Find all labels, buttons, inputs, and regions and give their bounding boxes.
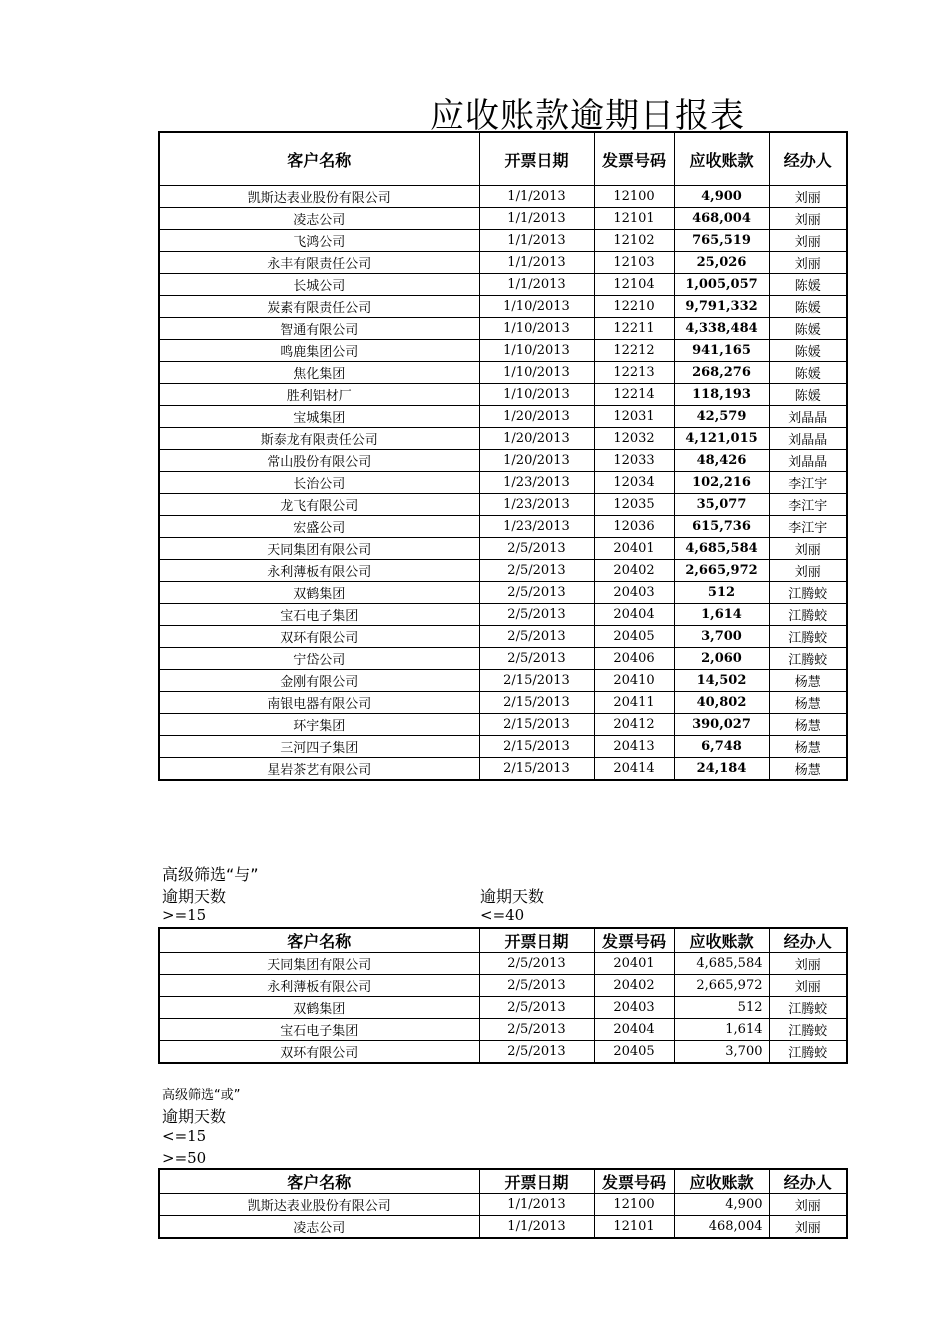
cell-customer[interactable]: 三河四子集团 [159,736,479,758]
cell-amount[interactable]: 9,791,332 [674,296,769,318]
table-row[interactable] [159,362,847,384]
cell-invoice[interactable]: 12103 [594,252,674,274]
cell-invoice[interactable]: 12033 [594,450,674,472]
cell-manager[interactable]: 江腾蛟 [769,648,847,670]
filter-or-criteria-field[interactable]: 逾期天数 [162,1107,227,1126]
header-amount[interactable]: 应收账款 [674,132,769,186]
cell-invoice[interactable]: 20405 [594,1041,674,1064]
cell-amount[interactable]: 3,700 [674,626,769,648]
cell-customer[interactable]: 星岩茶艺有限公司 [159,758,479,781]
cell-invoice[interactable]: 12102 [594,230,674,252]
cell-manager[interactable]: 李江宇 [769,494,847,516]
cell-manager[interactable]: 江腾蛟 [769,1019,847,1041]
cell-manager[interactable]: 刘丽 [769,975,847,997]
table-row[interactable] [159,758,847,781]
cell-manager[interactable]: 刘丽 [769,208,847,230]
cell-date[interactable]: 1/10/2013 [479,340,594,362]
cell-customer[interactable]: 双环有限公司 [159,1041,479,1064]
cell-amount[interactable]: 615,736 [674,516,769,538]
cell-customer[interactable]: 胜利铝材厂 [159,384,479,406]
cell-invoice[interactable]: 12035 [594,494,674,516]
cell-manager[interactable]: 杨慧 [769,670,847,692]
cell-manager[interactable]: 刘晶晶 [769,450,847,472]
filter-or-result-table [158,1168,848,1239]
cell-date[interactable]: 1/10/2013 [479,296,594,318]
cell-customer[interactable]: 凯斯达表业股份有限公司 [159,1194,479,1216]
cell-date[interactable]: 1/20/2013 [479,428,594,450]
cell-date[interactable]: 1/23/2013 [479,516,594,538]
cell-invoice[interactable]: 20411 [594,692,674,714]
cell-amount[interactable]: 4,900 [674,1194,769,1216]
cell-invoice[interactable]: 12100 [594,1194,674,1216]
header-customer[interactable]: 客户名称 [159,132,479,186]
cell-customer[interactable]: 天同集团有限公司 [159,538,479,560]
header-date[interactable]: 开票日期 [479,1169,594,1194]
cell-amount[interactable]: 765,519 [674,230,769,252]
cell-manager[interactable]: 李江宇 [769,472,847,494]
cell-date[interactable]: 1/1/2013 [479,208,594,230]
table-row[interactable] [159,736,847,758]
table-row[interactable] [159,406,847,428]
cell-customer[interactable]: 环宇集团 [159,714,479,736]
table-row[interactable] [159,186,847,208]
cell-amount[interactable]: 390,027 [674,714,769,736]
table-row[interactable] [159,626,847,648]
filter-and-label: 高级筛选“与” [162,865,259,884]
table-row[interactable] [159,692,847,714]
cell-invoice[interactable]: 20412 [594,714,674,736]
header-invoice[interactable]: 发票号码 [594,928,674,953]
header-amount[interactable]: 应收账款 [674,1169,769,1194]
cell-amount[interactable]: 35,077 [674,494,769,516]
header-date[interactable]: 开票日期 [479,132,594,186]
cell-date[interactable]: 1/1/2013 [479,1194,594,1216]
table-row[interactable] [159,538,847,560]
table-row[interactable] [159,450,847,472]
cell-amount[interactable]: 512 [674,582,769,604]
cell-date[interactable]: 2/15/2013 [479,736,594,758]
table-row[interactable] [159,953,847,975]
cell-invoice[interactable]: 20402 [594,975,674,997]
cell-customer[interactable]: 宁岱公司 [159,648,479,670]
cell-amount[interactable]: 102,216 [674,472,769,494]
cell-amount[interactable]: 24,184 [674,758,769,781]
cell-date[interactable]: 2/5/2013 [479,538,594,560]
filter-and-criteria2-value[interactable]: <=40 [480,906,525,924]
cell-invoice[interactable]: 12034 [594,472,674,494]
cell-date[interactable]: 1/1/2013 [479,230,594,252]
cell-date[interactable]: 2/5/2013 [479,997,594,1019]
table-row[interactable] [159,975,847,997]
filter-or-table-body [159,1194,847,1239]
cell-customer[interactable]: 智通有限公司 [159,318,479,340]
table-row[interactable] [159,230,847,252]
cell-amount[interactable]: 268,276 [674,362,769,384]
cell-date[interactable]: 1/10/2013 [479,318,594,340]
header-manager[interactable]: 经办人 [769,928,847,953]
cell-manager[interactable]: 江腾蛟 [769,1041,847,1064]
cell-customer[interactable]: 炭素有限责任公司 [159,296,479,318]
cell-customer[interactable]: 双鹤集团 [159,997,479,1019]
cell-date[interactable]: 2/15/2013 [479,758,594,781]
cell-manager[interactable]: 陈媛 [769,362,847,384]
cell-date[interactable]: 2/5/2013 [479,648,594,670]
header-date[interactable]: 开票日期 [479,928,594,953]
cell-invoice[interactable]: 20403 [594,582,674,604]
cell-manager[interactable]: 杨慧 [769,714,847,736]
cell-manager[interactable]: 杨慧 [769,692,847,714]
cell-date[interactable]: 2/5/2013 [479,1019,594,1041]
cell-invoice[interactable]: 20406 [594,648,674,670]
cell-date[interactable]: 1/23/2013 [479,472,594,494]
cell-invoice[interactable]: 12032 [594,428,674,450]
cell-manager[interactable]: 江腾蛟 [769,582,847,604]
table-row[interactable] [159,208,847,230]
cell-customer[interactable]: 永利薄板有限公司 [159,560,479,582]
cell-amount[interactable]: 2,665,972 [674,975,769,997]
cell-invoice[interactable]: 12212 [594,340,674,362]
cell-manager[interactable]: 江腾蛟 [769,997,847,1019]
cell-manager[interactable]: 刘晶晶 [769,428,847,450]
cell-date[interactable]: 2/15/2013 [479,714,594,736]
cell-amount[interactable]: 6,748 [674,736,769,758]
cell-amount[interactable]: 42,579 [674,406,769,428]
header-invoice[interactable]: 发票号码 [594,132,674,186]
cell-customer[interactable]: 双鹤集团 [159,582,479,604]
filter-and-criteria1-field[interactable]: 逾期天数 [162,887,227,906]
cell-invoice[interactable]: 20410 [594,670,674,692]
filter-or-label: 高级筛选“或” [162,1088,241,1103]
cell-manager[interactable]: 江腾蛟 [769,604,847,626]
cell-manager[interactable]: 陈媛 [769,296,847,318]
cell-date[interactable]: 2/15/2013 [479,692,594,714]
cell-amount[interactable]: 1,614 [674,604,769,626]
cell-manager[interactable]: 杨慧 [769,758,847,781]
cell-date[interactable]: 1/1/2013 [479,186,594,208]
cell-customer[interactable]: 凌志公司 [159,208,479,230]
cell-customer[interactable]: 宝城集团 [159,406,479,428]
cell-customer[interactable]: 宝石电子集团 [159,604,479,626]
cell-date[interactable]: 2/15/2013 [479,670,594,692]
header-row [159,132,847,186]
cell-customer[interactable]: 斯泰龙有限责任公司 [159,428,479,450]
cell-manager[interactable]: 刘丽 [769,1216,847,1239]
table-row[interactable] [159,1216,847,1239]
table-row[interactable] [159,560,847,582]
cell-invoice[interactable]: 12101 [594,208,674,230]
cell-amount[interactable]: 40,802 [674,692,769,714]
cell-manager[interactable]: 刘丽 [769,1194,847,1216]
cell-manager[interactable]: 刘丽 [769,538,847,560]
table-row[interactable] [159,1041,847,1064]
cell-customer[interactable]: 宏盛公司 [159,516,479,538]
cell-invoice[interactable]: 12104 [594,274,674,296]
cell-date[interactable]: 1/23/2013 [479,494,594,516]
header-row [159,1169,847,1194]
header-row [159,928,847,953]
cell-date[interactable]: 2/5/2013 [479,626,594,648]
cell-date[interactable]: 1/10/2013 [479,384,594,406]
cell-amount[interactable]: 48,426 [674,450,769,472]
cell-manager[interactable]: 刘丽 [769,186,847,208]
cell-customer[interactable]: 永利薄板有限公司 [159,975,479,997]
filter-or-criteria-value2[interactable]: >=50 [162,1149,207,1167]
table-row[interactable] [159,252,847,274]
cell-date[interactable]: 2/5/2013 [479,1041,594,1064]
cell-amount[interactable]: 468,004 [674,208,769,230]
cell-manager[interactable]: 刘丽 [769,252,847,274]
cell-invoice[interactable]: 20402 [594,560,674,582]
cell-invoice[interactable]: 12101 [594,1216,674,1239]
table-row[interactable] [159,516,847,538]
filter-and-table-body [159,953,847,1064]
cell-invoice[interactable]: 12036 [594,516,674,538]
cell-date[interactable]: 1/1/2013 [479,1216,594,1239]
cell-amount[interactable]: 3,700 [674,1041,769,1064]
header-manager[interactable]: 经办人 [769,1169,847,1194]
cell-amount[interactable]: 2,665,972 [674,560,769,582]
cell-date[interactable]: 1/10/2013 [479,362,594,384]
table-row[interactable] [159,648,847,670]
cell-manager[interactable]: 江腾蛟 [769,626,847,648]
table-row[interactable] [159,582,847,604]
table-row[interactable] [159,428,847,450]
table-row[interactable] [159,1019,847,1041]
cell-invoice[interactable]: 12214 [594,384,674,406]
table-row[interactable] [159,340,847,362]
cell-amount[interactable]: 4,338,484 [674,318,769,340]
cell-invoice[interactable]: 12211 [594,318,674,340]
cell-customer[interactable]: 双环有限公司 [159,626,479,648]
cell-date[interactable]: 2/5/2013 [479,582,594,604]
filter-and-criteria1-value[interactable]: >=15 [162,906,207,924]
header-invoice[interactable]: 发票号码 [594,1169,674,1194]
cell-customer[interactable]: 长城公司 [159,274,479,296]
cell-customer[interactable]: 长治公司 [159,472,479,494]
table-row[interactable] [159,296,847,318]
cell-amount[interactable]: 512 [674,997,769,1019]
header-customer[interactable]: 客户名称 [159,1169,479,1194]
cell-amount[interactable]: 118,193 [674,384,769,406]
cell-customer[interactable]: 飞鸿公司 [159,230,479,252]
cell-amount[interactable]: 2,060 [674,648,769,670]
cell-amount[interactable]: 1,005,057 [674,274,769,296]
cell-customer[interactable]: 龙飞有限公司 [159,494,479,516]
main-receivables-table [158,131,848,781]
cell-customer[interactable]: 凌志公司 [159,1216,479,1239]
header-customer[interactable]: 客户名称 [159,928,479,953]
cell-manager[interactable]: 陈媛 [769,318,847,340]
cell-manager[interactable]: 刘丽 [769,230,847,252]
cell-manager[interactable]: 刘丽 [769,953,847,975]
cell-invoice[interactable]: 12100 [594,186,674,208]
cell-amount[interactable]: 14,502 [674,670,769,692]
cell-date[interactable]: 1/1/2013 [479,274,594,296]
filter-and-result-table [158,927,848,1064]
cell-amount[interactable]: 468,004 [674,1216,769,1239]
cell-invoice[interactable]: 20405 [594,626,674,648]
cell-customer[interactable]: 凯斯达表业股份有限公司 [159,186,479,208]
cell-invoice[interactable]: 20403 [594,997,674,1019]
cell-amount[interactable]: 4,121,015 [674,428,769,450]
cell-date[interactable]: 2/5/2013 [479,953,594,975]
cell-invoice[interactable]: 12213 [594,362,674,384]
cell-date[interactable]: 1/1/2013 [479,252,594,274]
cell-date[interactable]: 1/20/2013 [479,450,594,472]
cell-customer[interactable]: 宝石电子集团 [159,1019,479,1041]
cell-invoice[interactable]: 20414 [594,758,674,781]
cell-customer[interactable]: 南银电器有限公司 [159,692,479,714]
cell-date[interactable]: 1/20/2013 [479,406,594,428]
filter-or-criteria-value1[interactable]: <=15 [162,1127,207,1145]
cell-manager[interactable]: 李江宇 [769,516,847,538]
cell-customer[interactable]: 天同集团有限公司 [159,953,479,975]
cell-manager[interactable]: 陈媛 [769,274,847,296]
cell-manager[interactable]: 刘丽 [769,560,847,582]
cell-amount[interactable]: 25,026 [674,252,769,274]
table-row[interactable] [159,1194,847,1216]
table-row[interactable] [159,604,847,626]
table-row[interactable] [159,274,847,296]
cell-amount[interactable]: 4,900 [674,186,769,208]
cell-manager[interactable]: 刘晶晶 [769,406,847,428]
cell-manager[interactable]: 杨慧 [769,736,847,758]
table-row[interactable] [159,384,847,406]
header-amount[interactable]: 应收账款 [674,928,769,953]
cell-customer[interactable]: 常山股份有限公司 [159,450,479,472]
cell-amount[interactable]: 941,165 [674,340,769,362]
main-table-body [159,186,847,781]
cell-customer[interactable]: 金刚有限公司 [159,670,479,692]
cell-invoice[interactable]: 20404 [594,604,674,626]
cell-invoice[interactable]: 20404 [594,1019,674,1041]
table-row[interactable] [159,714,847,736]
cell-date[interactable]: 2/5/2013 [479,604,594,626]
cell-invoice[interactable]: 20413 [594,736,674,758]
report-title: 应收账款逾期日报表 [430,96,745,136]
table-row[interactable] [159,670,847,692]
header-manager[interactable]: 经办人 [769,132,847,186]
table-row[interactable] [159,472,847,494]
cell-amount[interactable]: 4,685,584 [674,953,769,975]
table-row[interactable] [159,494,847,516]
table-row[interactable] [159,997,847,1019]
cell-invoice[interactable]: 12210 [594,296,674,318]
cell-date[interactable]: 2/5/2013 [479,975,594,997]
cell-amount[interactable]: 1,614 [674,1019,769,1041]
cell-date[interactable]: 2/5/2013 [479,560,594,582]
cell-manager[interactable]: 陈媛 [769,384,847,406]
cell-invoice[interactable]: 12031 [594,406,674,428]
cell-amount[interactable]: 4,685,584 [674,538,769,560]
cell-manager[interactable]: 陈媛 [769,340,847,362]
cell-invoice[interactable]: 20401 [594,538,674,560]
cell-invoice[interactable]: 20401 [594,953,674,975]
cell-customer[interactable]: 焦化集团 [159,362,479,384]
cell-customer[interactable]: 永丰有限责任公司 [159,252,479,274]
cell-customer[interactable]: 鸣鹿集团公司 [159,340,479,362]
filter-and-criteria2-field[interactable]: 逾期天数 [480,887,545,906]
table-row[interactable] [159,318,847,340]
